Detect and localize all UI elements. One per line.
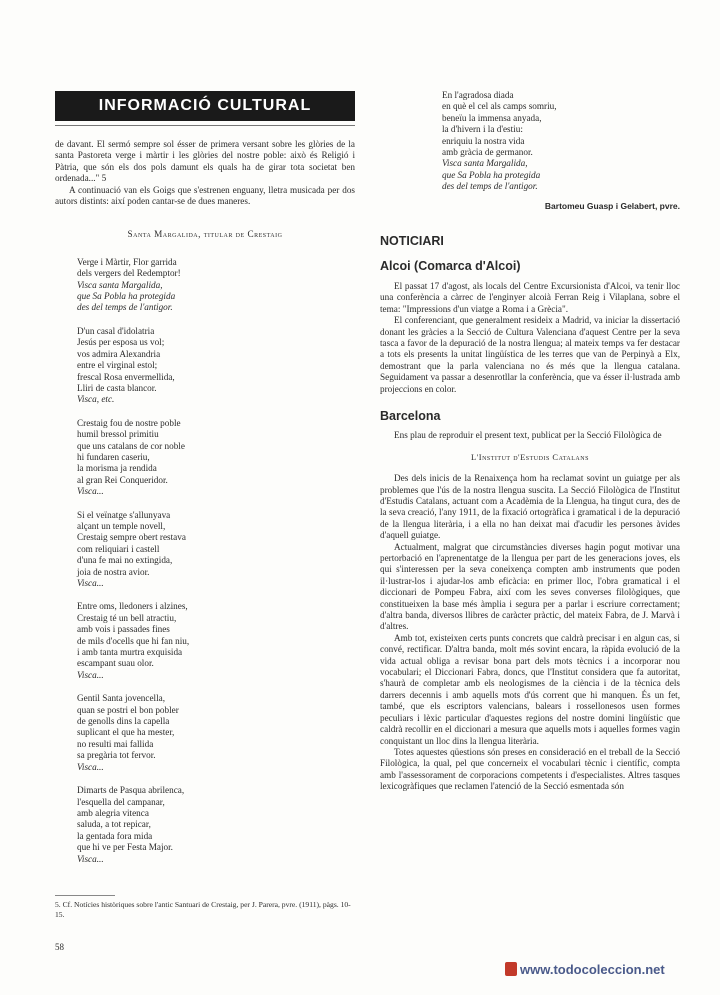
verse-line: des del temps de l'antigor. bbox=[77, 302, 173, 313]
verse-line: vos admira Alexandria bbox=[77, 348, 161, 359]
verse-line: Jesús per esposa us vol; bbox=[77, 337, 165, 348]
verse-line: entre el virginal estol; bbox=[77, 360, 158, 371]
verse-line: Visca... bbox=[77, 486, 104, 497]
verse-line: amb gràcia de germanor. bbox=[442, 147, 533, 158]
poem-stanza bbox=[77, 601, 355, 681]
verse-line: que Sa Pobla ha protegida bbox=[77, 291, 176, 302]
watermark-text: www.todocoleccion.net bbox=[520, 962, 665, 977]
verse-line: la d'hivern i la d'estiu: bbox=[442, 124, 523, 135]
poem-stanza bbox=[77, 785, 355, 865]
verse-line: Gentil Santa jovencella, bbox=[77, 693, 166, 704]
poem-stanzas bbox=[77, 257, 355, 865]
poem-stanza bbox=[77, 693, 355, 773]
verse-line: amb vois i passades fines bbox=[77, 624, 170, 635]
verse-line: En l'agradosa diada bbox=[442, 90, 514, 100]
verse-line: amb alegria vitenca bbox=[77, 807, 149, 818]
barcelona-paragraph-1: Ens plau de reproduir el present text, publicat per la Secció Filològica de bbox=[394, 430, 662, 441]
verse-line: Entre oms, lledoners i alzines, bbox=[77, 601, 188, 612]
verse-line: i amb tanta murtra exquisida bbox=[77, 647, 183, 658]
verse-line: suplicant el que ha mester, bbox=[77, 727, 175, 738]
verse-line: des del temps de l'antigor. bbox=[442, 181, 538, 192]
verse-line: Visca santa Margalida, bbox=[77, 279, 163, 290]
verse-line: sa pregària tot fervor. bbox=[77, 750, 156, 761]
barcelona-paragraph-3: Actualment, malgrat que circumstàncies diverses hagin pogut motivar una pertorbació en l'aprenentatge de la llengua per part de les generacions joves, els qui s'interessen per la seva coneixença compten amb instruments que poden il·lustrar-los i ajudar-los amb eficàcia: en primer lloc, l'obra gramatical i el diccionari de Pompeu Fabra, així com les seves converses filològiques, que constitueixen la base més àmplia i segura per a parlar i escriure correctament; d'altra banda, diversos llibres de caràcter pràctic, del mateix Fabra, de J. Marvà i d'altres. bbox=[380, 541, 680, 632]
barcelona-paragraph-4: Amb tot, existeixen certs punts concrets que caldrà precisar i en algun cas, si convé, rectificar. D'altra banda, molt més sovint encara, la ràpida evolució de la vida actual obliga a revisar bona part dels mots tècnics i a incorporar nou vocabulari; el Diccionari Fabra, doncs, que l'Institut considera que fa autoritat, s'haurà de completar amb els neologismes de la ciència i de la tècnica dels darrers decennis i amb aquells mots d'ús corrent que hi manquen. És un fet, també, que els escriptors valencians, balears i rossellonesos usen formes peculiars i lèxic particular d'aquestes regions del nostre domini lingüístic que caldrà recollir en el diccionari a mesura que aquells mots i aquelles formes vagin conquistant un lloc dins la llengua literària. bbox=[380, 632, 680, 746]
verse-line: D'un casal d'idolatria bbox=[77, 325, 155, 336]
verse-line: Visca... bbox=[77, 761, 104, 772]
verse-line: l'esquella del campanar, bbox=[77, 796, 165, 807]
verse-line: que uns catalans de cor noble bbox=[77, 440, 185, 451]
right-column bbox=[380, 90, 680, 793]
barcelona-paragraph-5: Totes aquestes qüestions són preses en consideració en el treball de la Secció Filològica, la qual, pel que concerneix el vocabulari tècnic i científic, compta amb l'assessorament de corporacions competents i d'especialistes. Altres tasques lexicogràfiques que reclamen l'atenció de la Secció esmentada són bbox=[380, 746, 680, 792]
verse-line: Visca... bbox=[77, 853, 104, 864]
verse-line: dels vergers del Redemptor! bbox=[77, 268, 181, 279]
signature: Bartomeu Guasp i Gelabert, pvre. bbox=[544, 200, 680, 211]
verse-line: la morisma ja rendida bbox=[77, 463, 157, 474]
verse-line: que Sa Pobla ha protegida bbox=[442, 169, 541, 180]
verse-line: Verge i Màrtir, Flor garrida bbox=[77, 256, 177, 267]
barcelona-heading: Barcelona bbox=[380, 408, 441, 423]
poem-stanza bbox=[77, 257, 355, 314]
verse-line: Visca... bbox=[77, 578, 104, 588]
alcoi-heading: Alcoi (Comarca d'Alcoi) bbox=[380, 259, 521, 274]
verse-line: Crestaig sempre obert restava bbox=[77, 532, 186, 543]
noticiari-heading: NOTICIARI bbox=[380, 234, 444, 249]
closing-verse bbox=[442, 90, 680, 193]
intro-paragraph: de davant. El sermó sempre sol ésser de primera versant sobre les glòries de la santa Pastoreta verge i màrtir i les glòries del nostre poble: això és Religió i Pàtria, que són els dos pols damunt els quals ha de girar tota societat ben ordenada..." 5 bbox=[55, 139, 355, 184]
watermark[interactable] bbox=[505, 962, 665, 977]
verse-line: hi fundaren caseriu, bbox=[77, 451, 150, 462]
verse-line: Lliri de casta blancor. bbox=[77, 382, 157, 393]
verse-line: Visca, etc. bbox=[77, 394, 115, 405]
verse-line: la gentada fora mida bbox=[77, 830, 153, 841]
verse-line: alçant un temple novell, bbox=[77, 520, 166, 531]
verse-line: joia de nostra avior. bbox=[77, 566, 150, 577]
goigs-paragraph: A continuació van els Goigs que s'estrenen enguany, lletra musicada per dos autors distints: així poden cantar-se de dues maneres. bbox=[55, 184, 355, 207]
poem-stanza bbox=[77, 510, 355, 590]
verse-line: enriquiu la nostra vida bbox=[442, 135, 525, 146]
section-banner: INFORMACIÓ CULTURAL bbox=[55, 91, 355, 121]
verse-line: Si el veïnatge s'allunyava bbox=[77, 509, 171, 520]
verse-line: humil bressol primitiu bbox=[77, 429, 159, 440]
alcoi-paragraph-2: El conferenciant, que generalment resideix a Madrid, va iniciar la dissertació donant les gràcies a la Secció de Cultura Valenciana d'aquest Centre per la seva tasca a favor de la depuració de la nostra llengua; al mateix temps va fer destacar a tots els presents la unitat lingüística de les terres que van de Perpinyà a Elx, demostrant que la parla valenciana no és més que la llengua catalana. Seguidament va passar a desenrotllar la conferència, que va ésser il·lustrada amb projeccions en color. bbox=[380, 315, 680, 394]
verse-line: saluda, a tot repicar, bbox=[77, 819, 151, 830]
verse-line: en què el cel als camps somriu, bbox=[442, 101, 557, 112]
verse-line: de mils d'ocells que hi fan niu, bbox=[77, 635, 190, 646]
verse-line: al gran Rei Conqueridor. bbox=[77, 474, 168, 485]
verse-line: com reliquiari i castell bbox=[77, 543, 160, 554]
alcoi-paragraph-1: El passat 17 d'agost, als locals del Centre Excursionista d'Alcoi, va tenir lloc una conferència a càrrec de l'enginyer alcoià Ferran Reig i Vilaplana, sobre el tema: "Impressions d'un viatge a Roma i a Grècia". bbox=[380, 280, 680, 314]
verse-line: Crestaig té un bell atractiu, bbox=[77, 612, 177, 623]
verse-line: Visca... bbox=[77, 669, 104, 680]
banner-rule bbox=[55, 125, 355, 126]
verse-line: Dimarts de Pasqua abrilenca, bbox=[77, 785, 185, 796]
watermark-logo-icon bbox=[505, 962, 517, 976]
footnote-rule bbox=[55, 895, 115, 896]
page-number: 58 bbox=[55, 942, 64, 952]
poem-stanza bbox=[77, 326, 355, 406]
verse-line: d'una fe mai no extingida, bbox=[77, 555, 173, 566]
barcelona-paragraph-2: Des dels inicis de la Renaixença hom ha reclamat sovint un guiatge per als problemes que l'ús de la nostra llengua suscita. La Secció Filològica de l'Institut d'Estudis Catalans, actuant com a Acadèmia de la Llengua, ha tingut cura, des de la seva creació, l'any 1911, de la fixació ortogràfica i gramatical i de la depuració de la llengua literària, i a ella no han deixat mai d'acudir les persones àvides d'aquell guiatge. bbox=[380, 473, 680, 541]
verse-line: Visca santa Margalida, bbox=[442, 158, 528, 169]
footnote: 5. Cf. Notícies històriques sobre l'antic Santuari de Crestaig, per J. Parera, pvre. (1911), pàgs. 10-15. bbox=[55, 900, 351, 919]
poem-stanza bbox=[77, 418, 355, 498]
verse-line: no resulti mai fallida bbox=[77, 738, 154, 749]
iec-heading: L'Institut d'Estudis Catalans bbox=[471, 451, 589, 462]
verse-line: de genolls dins la capella bbox=[77, 716, 170, 727]
left-column bbox=[55, 139, 355, 877]
poem-title: Santa Margalida, titular de Crestaig bbox=[127, 229, 283, 240]
verse-line: quan se postri el bon pobler bbox=[77, 704, 179, 715]
verse-line: Crestaig fou de nostre poble bbox=[77, 417, 181, 428]
verse-line: escampant suau olor. bbox=[77, 658, 154, 669]
verse-line: beneïu la immensa anyada, bbox=[442, 112, 542, 123]
verse-line: que hi ve per Festa Major. bbox=[77, 842, 173, 853]
verse-line: frescal Rosa envermellida, bbox=[77, 371, 175, 382]
